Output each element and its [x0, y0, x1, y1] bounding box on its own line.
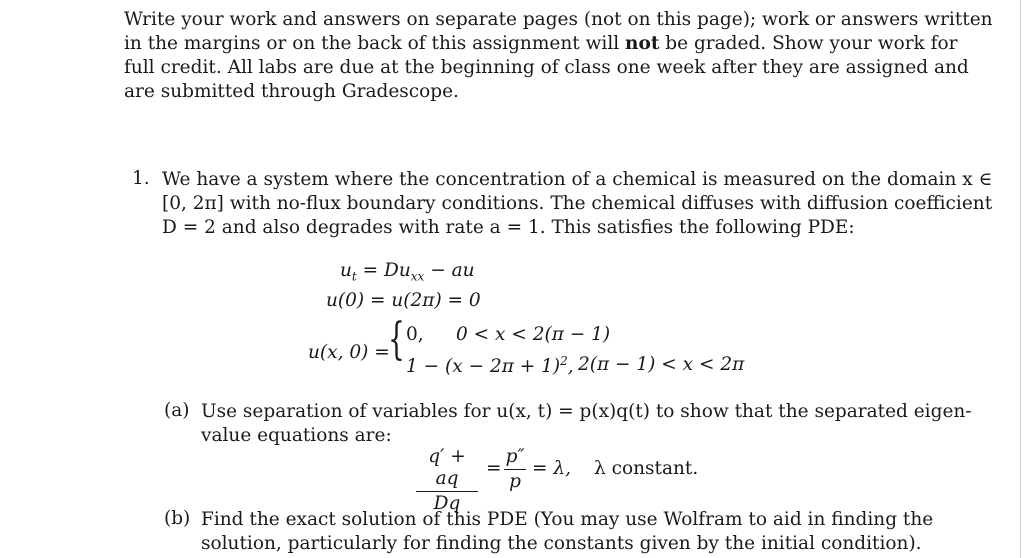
problem-line-1: We have a system where the concentration of a chemical is measured on the domain x ∈	[162, 169, 993, 190]
ic-case-2-expr: 1 − (x − 2π + 1)	[406, 356, 561, 378]
part-a-line-2: value equations are:	[201, 425, 392, 446]
part-b-line-1: Find the exact solution of this PDE (You may use Wolfram to aid in finding the	[201, 509, 934, 530]
initial-condition-lhs: u(x, 0) =	[308, 342, 390, 363]
fraction-space-bar	[504, 469, 526, 470]
instructions-line-2a: in the margins or on the back of this assignment will	[124, 33, 620, 54]
part-b-text	[201, 508, 934, 556]
fraction-space-numerator: p″	[505, 446, 525, 467]
lambda-constant: λ constant.	[594, 458, 699, 479]
instructions-line-3: full credit. All labs are due at the beginning of class one week after they are assigned and	[124, 57, 969, 78]
cases-brace: {	[388, 314, 405, 365]
boundary-condition: u(0) = u(2π) = 0	[326, 290, 481, 311]
fraction-time	[416, 446, 478, 515]
pde-rhs-a: = Du	[362, 260, 411, 281]
ic-case-1-value: 0,	[406, 324, 424, 345]
pde-rhs-b: − au	[424, 260, 475, 281]
part-a-label: (a)	[164, 400, 190, 421]
instructions-line-4: are submitted through Gradescope.	[124, 81, 459, 102]
equals-sign: =	[486, 458, 502, 479]
problem-statement	[162, 168, 993, 240]
part-b-label: (b)	[164, 508, 191, 529]
instructions-emphasis-not: not	[625, 33, 660, 54]
ic-case-2-value	[406, 354, 574, 377]
fraction-time-bar	[416, 491, 478, 492]
part-a-line-1: Use separation of variables for u(x, t) = p(x)q(t) to show that the separated eigen-	[201, 401, 972, 422]
page-edge-divider	[1020, 0, 1021, 558]
pde-rhs-sub: xx	[410, 269, 425, 284]
instructions-line-1: Write your work and answers on separate pages (not on this page); work or answers written	[124, 9, 993, 30]
ic-case-2-exponent: 2	[560, 354, 568, 368]
ic-case-2-condition: 2(π − 1) < x < 2π	[578, 354, 745, 375]
instructions-paragraph	[124, 8, 993, 104]
ic-case-1-condition: 0 < x < 2(π − 1)	[456, 324, 611, 345]
problem-number: 1.	[132, 168, 150, 189]
problem-line-3: D = 2 and also degrades with rate a = 1. This satisfies the following PDE:	[162, 217, 855, 238]
pde-lhs-sub: t	[351, 269, 357, 284]
pde-lhs: u	[340, 260, 352, 281]
ic-case-2-comma: ,	[567, 356, 574, 378]
fraction-space	[504, 446, 526, 493]
part-a-text	[201, 400, 972, 448]
fraction-time-numerator: q′ + aq	[428, 446, 466, 489]
part-b-line-2: solution, particularly for finding the constants given by the initial condition).	[201, 533, 922, 554]
instructions-line-2b: be graded. Show your work for	[665, 33, 958, 54]
problem-line-2: [0, 2π] with no-flux boundary conditions. The chemical diffuses with diffusion coefficient	[162, 193, 993, 214]
fraction-space-denominator: p	[509, 471, 521, 492]
eigenvalue-equals: = λ,	[532, 458, 571, 479]
pde-equation	[340, 260, 475, 284]
instructions-line-2	[124, 32, 958, 56]
fraction-time-denominator: Dq	[433, 493, 461, 514]
